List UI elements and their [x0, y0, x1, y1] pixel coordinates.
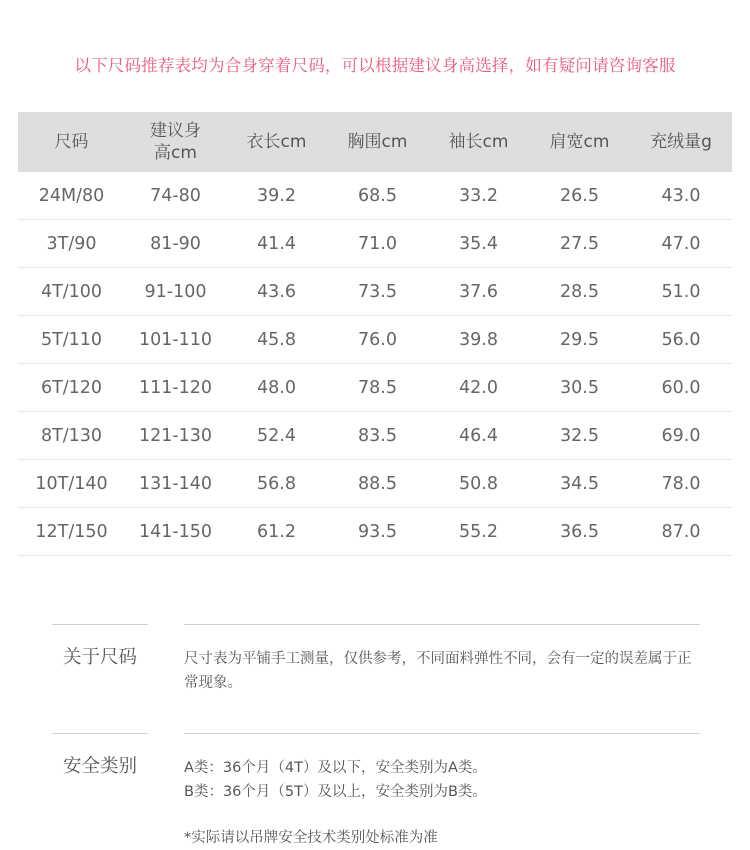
- about-size-text: 尺寸表为平铺手工测量，仅供参考，不同面料弹性不同，会有一定的误差属于正常现象。: [184, 651, 692, 691]
- column-header: 尺码: [18, 112, 125, 172]
- table-cell: 42.0: [428, 364, 529, 412]
- table-cell: 43.0: [630, 172, 732, 220]
- table-cell: 34.5: [529, 460, 630, 508]
- table-cell: 56.0: [630, 316, 732, 364]
- column-header: 胸围cm: [327, 112, 428, 172]
- table-header-row: [18, 112, 732, 172]
- table-cell: 131-140: [125, 460, 226, 508]
- table-cell: 52.4: [226, 412, 327, 460]
- safety-line-a: A类：36个月（4T）及以下，安全类别为A类。: [184, 760, 487, 776]
- table-cell: 36.5: [529, 508, 630, 556]
- table-cell: 50.8: [428, 460, 529, 508]
- table-cell: 101-110: [125, 316, 226, 364]
- about-size-body: [184, 624, 700, 695]
- table-cell: 6T/120: [18, 364, 125, 412]
- table-cell: 81-90: [125, 220, 226, 268]
- table-cell: 3T/90: [18, 220, 125, 268]
- table-cell: 78.0: [630, 460, 732, 508]
- table-cell: 45.8: [226, 316, 327, 364]
- table-cell: 24M/80: [18, 172, 125, 220]
- table-cell: 88.5: [327, 460, 428, 508]
- table-cell: 111-120: [125, 364, 226, 412]
- table-cell: 12T/150: [18, 508, 125, 556]
- table-cell: 61.2: [226, 508, 327, 556]
- table-cell: 78.5: [327, 364, 428, 412]
- table-row: [18, 220, 732, 268]
- table-cell: 39.2: [226, 172, 327, 220]
- column-header: 袖长cm: [428, 112, 529, 172]
- table-cell: 47.0: [630, 220, 732, 268]
- table-cell: 121-130: [125, 412, 226, 460]
- column-header: 建议身高cm: [125, 112, 226, 172]
- table-cell: 83.5: [327, 412, 428, 460]
- table-body: [18, 172, 732, 556]
- table-cell: 141-150: [125, 508, 226, 556]
- table-cell: 56.8: [226, 460, 327, 508]
- table-cell: 51.0: [630, 268, 732, 316]
- table-cell: 30.5: [529, 364, 630, 412]
- table-cell: 93.5: [327, 508, 428, 556]
- about-size-title: 关于尺码: [52, 624, 148, 669]
- table-cell: 35.4: [428, 220, 529, 268]
- table-cell: 28.5: [529, 268, 630, 316]
- table-cell: 87.0: [630, 508, 732, 556]
- table-cell: 73.5: [327, 268, 428, 316]
- table-row: [18, 268, 732, 316]
- size-notice: 以下尺码推荐表均为合身穿着尺码，可以根据建议身高选择，如有疑问请咨询客服: [74, 56, 676, 75]
- table-cell: 41.4: [226, 220, 327, 268]
- table-row: [18, 364, 732, 412]
- table-cell: 37.6: [428, 268, 529, 316]
- safety-line-b: B类：36个月（5T）及以上，安全类别为B类。: [184, 784, 487, 800]
- table-cell: 29.5: [529, 316, 630, 364]
- table-cell: 71.0: [327, 220, 428, 268]
- table-cell: 91-100: [125, 268, 226, 316]
- column-header: 衣长cm: [226, 112, 327, 172]
- table-row: [18, 412, 732, 460]
- safety-footnote: *实际请以吊牌安全技术类别处标准为准: [184, 830, 438, 846]
- table-cell: 48.0: [226, 364, 327, 412]
- size-chart-table: [18, 112, 732, 556]
- table-cell: 27.5: [529, 220, 630, 268]
- safety-body: [184, 733, 700, 850]
- table-cell: 60.0: [630, 364, 732, 412]
- table-cell: 55.2: [428, 508, 529, 556]
- table-cell: 32.5: [529, 412, 630, 460]
- table-row: [18, 316, 732, 364]
- table-cell: 10T/140: [18, 460, 125, 508]
- table-cell: 33.2: [428, 172, 529, 220]
- table-cell: 8T/130: [18, 412, 125, 460]
- table-cell: 5T/110: [18, 316, 125, 364]
- table-cell: 26.5: [529, 172, 630, 220]
- table-cell: 68.5: [327, 172, 428, 220]
- table-cell: 69.0: [630, 412, 732, 460]
- table-row: [18, 460, 732, 508]
- column-header: 肩宽cm: [529, 112, 630, 172]
- table-cell: 43.6: [226, 268, 327, 316]
- safety-title: 安全类别: [52, 733, 148, 778]
- table-cell: 74-80: [125, 172, 226, 220]
- table-cell: 4T/100: [18, 268, 125, 316]
- column-header: 充绒量g: [630, 112, 732, 172]
- table-cell: 76.0: [327, 316, 428, 364]
- table-cell: 39.8: [428, 316, 529, 364]
- table-cell: 46.4: [428, 412, 529, 460]
- table-row: [18, 508, 732, 556]
- table-row: [18, 172, 732, 220]
